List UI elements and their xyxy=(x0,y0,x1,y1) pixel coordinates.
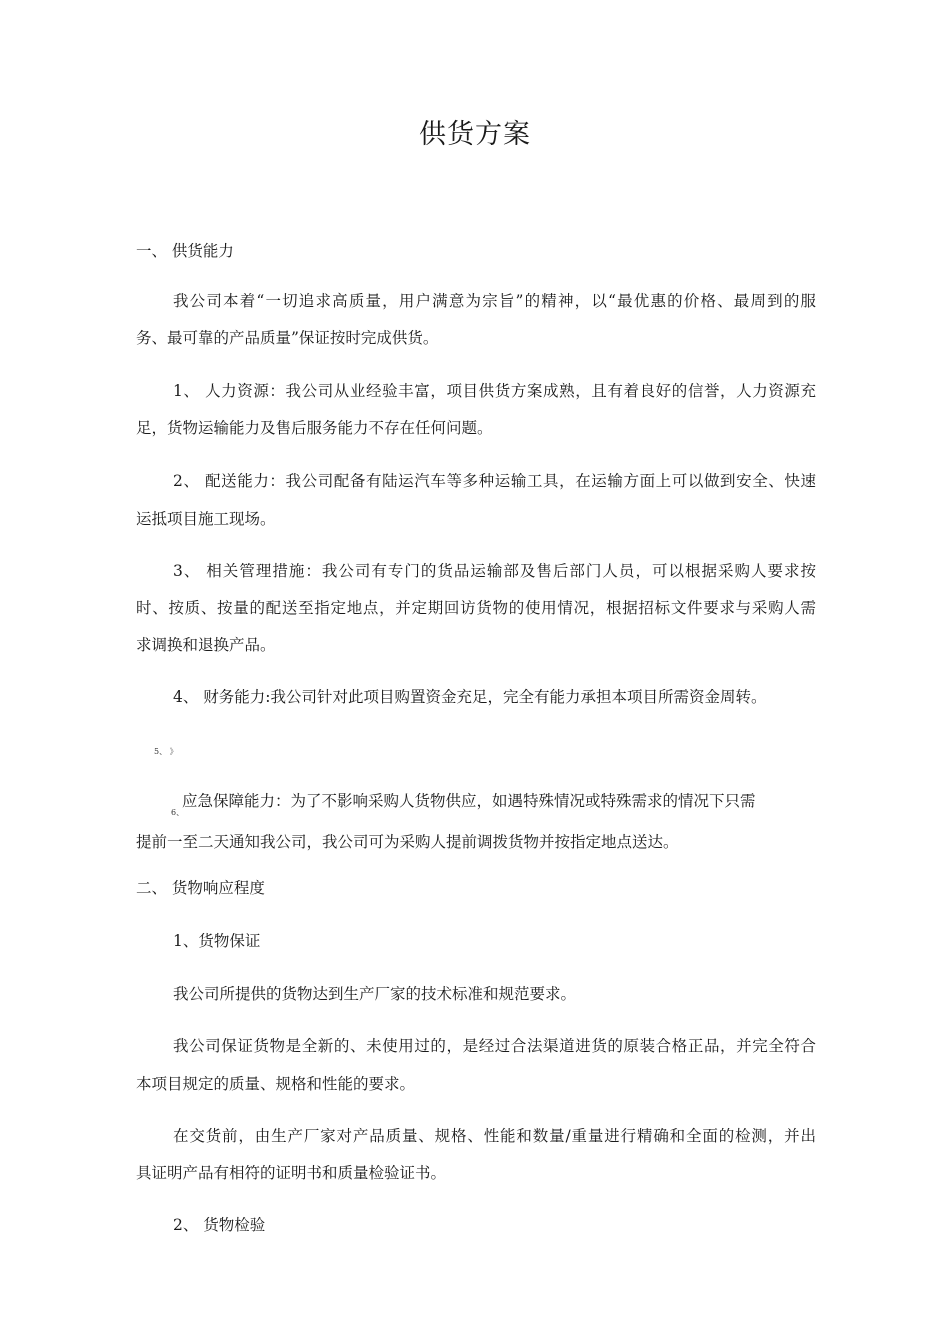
paragraph-line: 提前一至二天通知我公司，我公司可为采购人提前调拨货物并按指定地点送达。 xyxy=(136,833,679,851)
paragraph-line: 我公司所提供的货物达到生产厂家的技术标准和规范要求。 xyxy=(173,985,577,1003)
paragraph-line: 应急保障能力：为了不影响采购人货物供应，如遇特殊情况或特殊需求的情况下只需 xyxy=(182,792,756,810)
paragraph-line: 本项目规定的质量、规格和性能的要求。 xyxy=(136,1075,416,1093)
section-heading-goods-response: 二、 货物响应程度 xyxy=(136,879,265,897)
document-title: 供货方案 xyxy=(419,119,531,150)
list-marker-5: 5、 》 xyxy=(154,747,178,756)
paragraph-line: 2、 配送能力：我公司配备有陆运汽车等多种运输工具，在运输方面上可以做到安全、快速 xyxy=(173,472,816,490)
paragraph-line: 时、按质、按量的配送至指定地点，并定期回访货物的使用情况，根据招标文件要求与采购人需 xyxy=(136,599,816,617)
paragraph-line: 3、 相关管理措施：我公司有专门的货品运输部及售后部门人员，可以根据采购人要求按 xyxy=(173,562,816,580)
subsection-heading: 1、货物保证 xyxy=(173,932,261,950)
paragraph-line: 求调换和退换产品。 xyxy=(136,636,276,654)
paragraph-line: 具证明产品有相符的证明书和质量检验证书。 xyxy=(136,1164,447,1182)
paragraph-line: 在交货前，由生产厂家对产品质量、规格、性能和数量/重量进行精确和全面的检测，并出 xyxy=(173,1127,816,1145)
section-heading-supply-capability: 一、 供货能力 xyxy=(136,242,234,260)
paragraph-line: 1、 人力资源：我公司从业经验丰富，项目供货方案成熟，且有着良好的信誉，人力资源充 xyxy=(173,382,816,400)
paragraph-line: 我公司保证货物是全新的、未使用过的，是经过合法渠道进货的原装合格正品，并完全符合 xyxy=(173,1037,816,1055)
paragraph-line: 我公司本着“一切追求高质量，用户满意为宗旨”的精神，以“最优惠的价格、最周到的服 xyxy=(173,292,816,310)
paragraph-line: 务、最可靠的产品质量”保证按时完成供货。 xyxy=(136,329,439,347)
paragraph-line: 4、 财务能力:我公司针对此项目购置资金充足，完全有能力承担本项目所需资金周转。 xyxy=(173,688,767,706)
paragraph-line: 足，货物运输能力及售后服务能力不存在任何问题。 xyxy=(136,419,493,437)
subsection-heading: 2、 货物检验 xyxy=(173,1216,266,1234)
paragraph-line: 运抵项目施工现场。 xyxy=(136,510,276,528)
list-marker-6: 6、 xyxy=(171,808,185,817)
